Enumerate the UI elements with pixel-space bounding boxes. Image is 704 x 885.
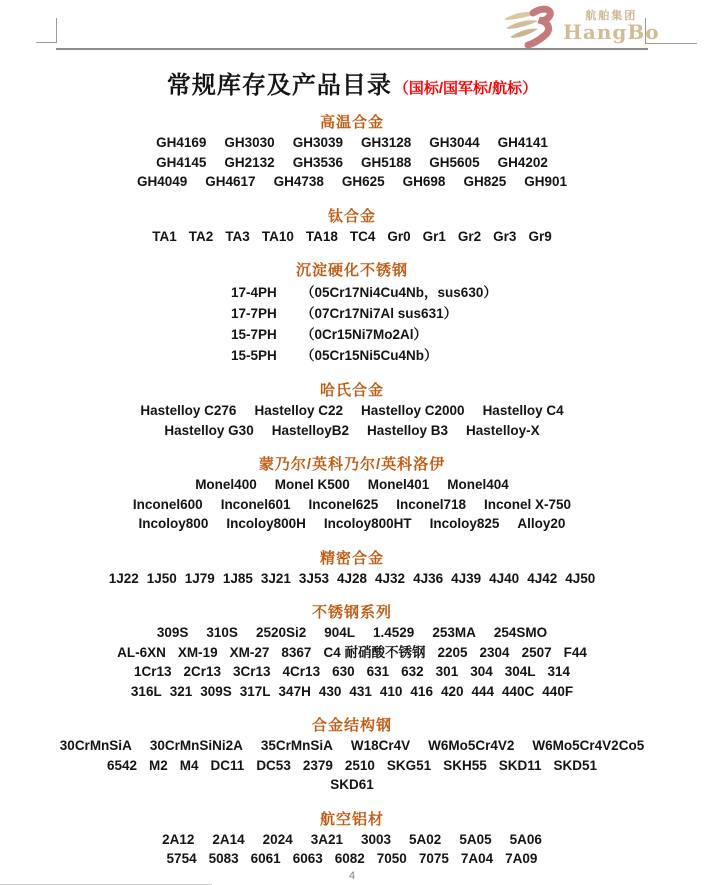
grade-item: 310S bbox=[206, 625, 238, 640]
grade-item: 904L bbox=[324, 625, 356, 640]
grade-item: HastelloyB2 bbox=[271, 422, 349, 438]
grade-equivalent-note: （05Cr15Ni5Cu4Nb） bbox=[301, 348, 438, 363]
grade-item: Hastelloy-X bbox=[466, 422, 540, 438]
grade-item: 7075 bbox=[418, 851, 449, 866]
grade-item: 253MA bbox=[432, 625, 476, 640]
grade-item: Hastelloy B3 bbox=[367, 422, 449, 438]
grade-item: 35CrMnSiA bbox=[260, 738, 333, 753]
grade-item: 2379 bbox=[302, 757, 333, 773]
grade-item: GH698 bbox=[402, 174, 446, 189]
grade-item: Inconel718 bbox=[396, 496, 467, 512]
grade-equivalent-note: （05Cr17Ni4Cu4Nb，sus630） bbox=[301, 285, 497, 300]
grade-item: 309S bbox=[200, 683, 232, 699]
section-title-monel-inconel-incoloy: 蒙乃尔/英科乃尔/英科洛伊 bbox=[258, 456, 446, 473]
grade-item: Monel400 bbox=[195, 477, 257, 492]
grade-item: 1Cr13 bbox=[133, 664, 172, 679]
grade-equivalent-note: （0Cr15Ni7Mo2Al） bbox=[301, 327, 428, 342]
grade-item: GH4141 bbox=[497, 135, 548, 150]
grade-item: 2510 bbox=[344, 757, 375, 773]
grade-item: 317L bbox=[239, 683, 271, 699]
grade-row bbox=[0, 514, 704, 534]
grade-item: Monel401 bbox=[367, 477, 430, 492]
grade-item: SKD51 bbox=[553, 757, 598, 773]
grade-item: GH4049 bbox=[136, 174, 188, 189]
section-title-precipitation-hardening-stainless: 沉淀硬化不锈钢 bbox=[295, 262, 408, 279]
grade-item: 416 bbox=[410, 683, 433, 699]
grade-item: 309S bbox=[156, 625, 189, 640]
grade-name: 15-7PH bbox=[231, 327, 277, 342]
grade-item: GH3030 bbox=[224, 135, 275, 150]
grade-item: 4J32 bbox=[375, 570, 406, 586]
grade-item: 4J36 bbox=[413, 570, 444, 586]
grade-item: 2205 bbox=[437, 644, 468, 660]
grade-item: 4J42 bbox=[527, 570, 558, 586]
grade-item: 1J85 bbox=[222, 570, 253, 586]
grade-item: 440C bbox=[502, 683, 535, 699]
grade-item: TA10 bbox=[261, 228, 294, 244]
grade-item: GH4145 bbox=[156, 154, 207, 170]
grade-item: 3003 bbox=[361, 831, 392, 847]
grade-item: Monel K500 bbox=[274, 477, 350, 492]
section-title-aviation-aluminum: 航空铝材 bbox=[319, 810, 384, 828]
grade-item: XM-19 bbox=[177, 644, 218, 660]
grade-item: Monel404 bbox=[447, 477, 509, 492]
grade-row bbox=[0, 830, 704, 850]
grade-pair-table bbox=[231, 282, 497, 366]
grade-item: W18Cr4V bbox=[350, 738, 411, 753]
grade-row bbox=[0, 662, 704, 682]
grade-item: 444 bbox=[471, 683, 495, 699]
grade-pair-row bbox=[231, 303, 493, 324]
grade-row bbox=[0, 172, 704, 192]
grade-item: 347H bbox=[278, 683, 311, 699]
grade-item: Gr9 bbox=[528, 228, 552, 244]
grade-item: 7050 bbox=[376, 851, 407, 866]
grade-item: 4J28 bbox=[336, 570, 368, 586]
grade-row bbox=[0, 569, 704, 589]
grade-row bbox=[0, 401, 704, 421]
grade-item: AL-6XN bbox=[117, 644, 166, 660]
section-precision-alloy bbox=[0, 549, 704, 589]
grade-item: GH3044 bbox=[429, 135, 480, 150]
grade-item: Gr0 bbox=[387, 228, 411, 244]
sections bbox=[0, 113, 704, 869]
page-title-standards-note: （国标/国军标/航标） bbox=[393, 80, 538, 97]
grade-item: 2A12 bbox=[162, 831, 195, 847]
grade-item: Gr2 bbox=[457, 228, 482, 244]
grade-name: 17-4PH bbox=[231, 285, 277, 300]
grade-item: 7A04 bbox=[460, 851, 494, 866]
grade-item: 2520Si2 bbox=[255, 625, 307, 640]
page-title-main: 常规库存及产品目录 bbox=[166, 72, 392, 99]
grade-item: 304 bbox=[470, 664, 493, 679]
grade-item: 30CrMnSiA bbox=[59, 738, 132, 753]
section-title-high-temp-alloy: 高温合金 bbox=[319, 114, 384, 131]
grade-item: GH5188 bbox=[361, 154, 412, 170]
grade-item: 631 bbox=[366, 664, 390, 679]
grade-item: Inconel625 bbox=[308, 496, 379, 512]
grade-item: GH4617 bbox=[205, 174, 256, 189]
grade-item: GH3128 bbox=[361, 135, 412, 150]
grade-row bbox=[0, 475, 704, 495]
grade-item: 5A05 bbox=[459, 831, 492, 847]
grade-row bbox=[0, 775, 704, 795]
grade-item: TC4 bbox=[349, 228, 376, 244]
grade-item: C4 耐硝酸不锈钢 bbox=[323, 644, 426, 660]
grade-item: Inconel600 bbox=[132, 496, 203, 512]
grade-item: 7A09 bbox=[505, 851, 538, 866]
grade-item: DC11 bbox=[210, 757, 245, 773]
grade-pair-row bbox=[231, 345, 493, 366]
grade-item: TA18 bbox=[305, 228, 338, 244]
grade-item: 3J53 bbox=[298, 570, 329, 586]
grade-item: DC53 bbox=[256, 757, 291, 773]
grade-item: 4J40 bbox=[489, 570, 520, 586]
grade-item: 3Cr13 bbox=[233, 664, 271, 679]
grade-item: 5754 bbox=[166, 851, 197, 866]
grade-item: 2304 bbox=[479, 644, 510, 660]
logo-name-en: HangBo bbox=[563, 20, 660, 45]
grade-item: 2024 bbox=[262, 831, 293, 847]
section-title-hastelloy: 哈氏合金 bbox=[319, 382, 384, 399]
logo-name-cn: 航舶集团 bbox=[585, 9, 638, 22]
grade-item: TA1 bbox=[152, 228, 177, 244]
grade-row bbox=[0, 643, 704, 663]
grade-row bbox=[0, 849, 704, 869]
section-titanium-alloy bbox=[0, 207, 704, 247]
grade-item: GH3536 bbox=[292, 154, 343, 170]
grade-equivalent-note: （07Cr17Ni7Al sus631） bbox=[301, 306, 458, 321]
grade-item: F44 bbox=[563, 644, 587, 660]
grade-item: Hastelloy C276 bbox=[140, 403, 237, 418]
grade-item: 5083 bbox=[208, 851, 239, 866]
grade-item: M4 bbox=[179, 757, 199, 773]
grade-item: Hastelloy C4 bbox=[482, 403, 564, 418]
grade-item: GH901 bbox=[524, 174, 567, 189]
grade-row bbox=[0, 682, 704, 702]
grade-item: TA3 bbox=[225, 228, 250, 244]
grade-item: 431 bbox=[349, 683, 372, 699]
section-title-titanium-alloy: 钛合金 bbox=[327, 207, 376, 225]
grade-item: 2507 bbox=[521, 644, 552, 660]
grade-item: Hastelloy C22 bbox=[254, 403, 343, 418]
grade-item: 1J22 bbox=[108, 570, 139, 586]
grade-item: 430 bbox=[318, 683, 342, 699]
grade-item: Incoloy800H bbox=[226, 516, 306, 531]
grade-item: 420 bbox=[440, 683, 464, 699]
grade-item: SKD11 bbox=[498, 757, 542, 773]
section-precipitation-hardening-stainless bbox=[0, 261, 704, 366]
grade-item: 6061 bbox=[250, 851, 281, 866]
grade-item: 314 bbox=[547, 664, 571, 679]
grade-item: 5A06 bbox=[509, 831, 542, 847]
grade-row bbox=[0, 495, 704, 515]
grade-item: 630 bbox=[332, 664, 355, 679]
grade-item: Gr3 bbox=[493, 228, 517, 244]
page-number: 4 bbox=[348, 870, 356, 882]
grade-item: 6542 bbox=[106, 757, 137, 773]
grade-item: GH825 bbox=[463, 174, 507, 189]
grade-item: 632 bbox=[401, 664, 424, 679]
grade-item: SKH55 bbox=[443, 757, 487, 773]
section-alloy-structural-steel bbox=[0, 716, 704, 795]
grade-name: 17-7PH bbox=[231, 306, 277, 321]
grade-item: 30CrMnSiNi2A bbox=[149, 738, 243, 753]
grade-item: SKG51 bbox=[386, 757, 432, 773]
grade-row bbox=[0, 227, 704, 247]
grade-item: GH4169 bbox=[156, 135, 207, 150]
grade-item: 304L bbox=[504, 664, 536, 679]
grade-row bbox=[0, 133, 704, 153]
section-title-stainless-series: 不锈钢系列 bbox=[311, 604, 392, 621]
logo-text bbox=[563, 11, 660, 44]
grade-item: 4J39 bbox=[451, 570, 482, 586]
section-title-alloy-structural-steel: 合金结构钢 bbox=[311, 717, 392, 734]
grade-item: 3J21 bbox=[260, 570, 291, 586]
grade-item: 1J50 bbox=[146, 570, 177, 586]
grade-row bbox=[0, 736, 704, 756]
logo bbox=[503, 4, 660, 50]
grade-item: 2A14 bbox=[212, 831, 245, 847]
grade-item: 5A02 bbox=[409, 831, 442, 847]
grade-item: 316L bbox=[130, 683, 162, 699]
grade-item: 8367 bbox=[281, 644, 312, 660]
corner-mark-top-left-horizontal bbox=[36, 42, 57, 43]
section-stainless-series bbox=[0, 603, 704, 701]
grade-item: Inconel X-750 bbox=[484, 496, 572, 512]
grade-item: Gr1 bbox=[422, 228, 446, 244]
grade-item: Inconel601 bbox=[220, 496, 291, 512]
grade-row bbox=[0, 756, 704, 776]
corner-mark-top-left-vertical bbox=[56, 18, 57, 43]
grade-item: Hastelloy G30 bbox=[164, 422, 254, 438]
grade-item: 3A21 bbox=[310, 831, 343, 847]
grade-item: 410 bbox=[379, 683, 403, 699]
section-high-temp-alloy bbox=[0, 113, 704, 192]
grade-item: 301 bbox=[435, 664, 459, 679]
grade-item: GH4202 bbox=[497, 154, 548, 170]
grade-item: SKD61 bbox=[330, 777, 374, 792]
grade-item: 1.4529 bbox=[373, 625, 415, 640]
grade-item: 1J79 bbox=[184, 570, 215, 586]
grade-pair-row bbox=[231, 282, 497, 303]
grade-item: GH5605 bbox=[429, 154, 480, 170]
grade-item: Incoloy800HT bbox=[323, 516, 412, 531]
section-aviation-aluminum bbox=[0, 810, 704, 869]
grade-item: Incoloy825 bbox=[429, 516, 500, 531]
grade-item: 4Cr13 bbox=[282, 664, 321, 679]
grade-item: M2 bbox=[149, 757, 168, 773]
grade-row bbox=[0, 623, 704, 643]
grade-item: 2Cr13 bbox=[183, 664, 222, 679]
grade-item: GH4738 bbox=[273, 174, 324, 189]
grade-item: Hastelloy C2000 bbox=[361, 403, 465, 418]
grade-item: TA2 bbox=[188, 228, 214, 244]
grade-item: Alloy20 bbox=[517, 516, 566, 531]
grade-pair-row bbox=[231, 324, 493, 345]
grade-row bbox=[0, 153, 704, 173]
grade-item: XM-27 bbox=[229, 644, 270, 660]
grade-item: 321 bbox=[169, 683, 193, 699]
grade-item: GH3039 bbox=[292, 135, 343, 150]
wing-icon bbox=[503, 4, 559, 50]
grade-item: 6063 bbox=[292, 851, 323, 866]
section-hastelloy bbox=[0, 381, 704, 440]
grade-row bbox=[0, 421, 704, 441]
grade-item: W6Mo5Cr4V2 bbox=[428, 738, 515, 753]
grade-item: 254SMO bbox=[493, 625, 548, 640]
grade-name: 15-5PH bbox=[231, 348, 277, 363]
grade-item: 6082 bbox=[334, 851, 365, 866]
grade-item: 4J50 bbox=[565, 570, 596, 586]
grade-item: GH625 bbox=[341, 174, 385, 189]
grade-item: Incoloy800 bbox=[138, 516, 209, 531]
grade-item: 440F bbox=[542, 683, 574, 699]
section-monel-inconel-incoloy bbox=[0, 455, 704, 534]
section-title-precision-alloy: 精密合金 bbox=[319, 549, 384, 567]
grade-item: GH2132 bbox=[224, 154, 275, 170]
grade-item: W6Mo5Cr4V2Co5 bbox=[532, 738, 645, 753]
